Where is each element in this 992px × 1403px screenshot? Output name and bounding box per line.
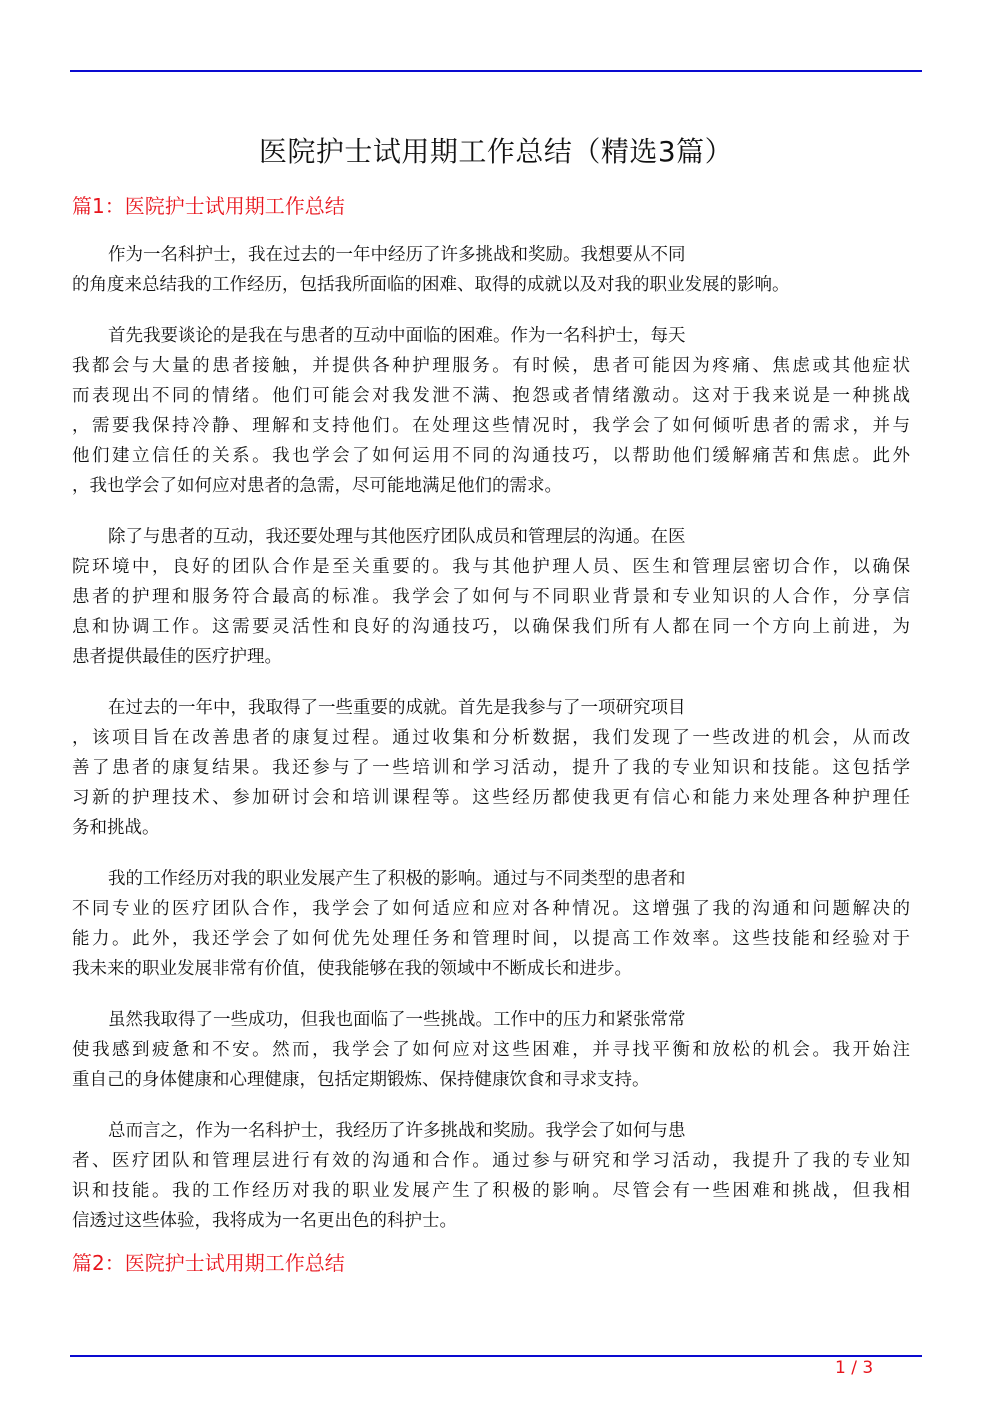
paragraph-line: 他们建立信任的关系。我也学会了如何运用不同的沟通技巧，以帮助他们缓解痛苦和焦虑。此外 (72, 446, 910, 466)
paragraph-line: 我的工作经历对我的职业发展产生了积极的影响。通过与不同类型的患者和 (108, 869, 686, 889)
paragraph-line: 在过去的一年中，我取得了一些重要的成就。首先是我参与了一项研究项目 (108, 698, 686, 718)
header-rule (70, 70, 922, 72)
paragraph-line: 务和挑战。 (72, 818, 160, 838)
footer-rule (70, 1355, 922, 1357)
paragraph-line: 者、医疗团队和管理层进行有效的沟通和合作。通过参与研究和学习活动，我提升了我的专业知 (72, 1151, 910, 1171)
paragraph-line: 除了与患者的互动，我还要处理与其他医疗团队成员和管理层的沟通。在医 (108, 527, 686, 547)
paragraph-line: ，该项目旨在改善患者的康复过程。通过收集和分析数据，我们发现了一些改进的机会，从而改 (72, 728, 910, 748)
paragraph-line: 识和技能。我的工作经历对我的职业发展产生了积极的影响。尽管会有一些困难和挑战，但我相 (72, 1181, 910, 1201)
paragraph (72, 522, 910, 672)
paragraph-line: 我都会与大量的患者接触，并提供各种护理服务。有时候，患者可能因为疼痛、焦虑或其他症状 (72, 356, 910, 376)
paragraph-line: 院环境中，良好的团队合作是至关重要的。我与其他护理人员、医生和管理层密切合作，以确保 (72, 557, 910, 577)
paragraph-line: 使我感到疲惫和不安。然而，我学会了如何应对这些困难，并寻找平衡和放松的机会。我开始注 (72, 1040, 910, 1060)
paragraph (72, 240, 910, 300)
paragraph-line: 善了患者的康复结果。我还参与了一些培训和学习活动，提升了我的专业知识和技能。这包括学 (72, 758, 910, 778)
paragraph (72, 1116, 910, 1236)
paragraph-line: 首先我要谈论的是我在与患者的互动中面临的困难。作为一名科护士，每天 (108, 326, 686, 346)
paragraph (72, 1005, 910, 1095)
paragraph-line: 患者的护理和服务符合最高的标准。我学会了如何与不同职业背景和专业知识的人合作，分享信 (72, 587, 910, 607)
paragraph (72, 864, 910, 984)
paragraph-line: ，需要我保持冷静、理解和支持他们。在处理这些情况时，我学会了如何倾听患者的需求，并与 (72, 416, 910, 436)
section-heading-1: 篇1：医院护士试用期工作总结 (72, 194, 345, 218)
paragraph-line: 患者提供最佳的医疗护理。 (72, 647, 282, 667)
paragraph-line: 重自己的身体健康和心理健康，包括定期锻炼、保持健康饮食和寻求支持。 (72, 1070, 650, 1090)
paragraph-line: 不同专业的医疗团队合作，我学会了如何适应和应对各种情况。这增强了我的沟通和问题解决的 (72, 899, 910, 919)
paragraph (72, 321, 910, 501)
paragraph-line: 作为一名科护士，我在过去的一年中经历了许多挑战和奖励。我想要从不同 (108, 245, 686, 265)
paragraph-line: 我未来的职业发展非常有价值，使我能够在我的领域中不断成长和进步。 (72, 959, 632, 979)
paragraph-line: 息和协调工作。这需要灵活性和良好的沟通技巧，以确保我们所有人都在同一个方向上前进，为 (72, 617, 910, 637)
section-heading-2: 篇2：医院护士试用期工作总结 (72, 1251, 345, 1275)
paragraph-line: 而表现出不同的情绪。他们可能会对我发泄不满、抱怨或者情绪激动。这对于我来说是一种挑战 (72, 386, 910, 406)
paragraph-line: 虽然我取得了一些成功，但我也面临了一些挑战。工作中的压力和紧张常常 (108, 1010, 686, 1030)
document-body (72, 240, 910, 1257)
paragraph-line: 能力。此外，我还学会了如何优先处理任务和管理时间，以提高工作效率。这些技能和经验对于 (72, 929, 910, 949)
paragraph-line: 信透过这些体验，我将成为一名更出色的科护士。 (72, 1211, 457, 1231)
document-title: 医院护士试用期工作总结（精选3篇） (258, 135, 734, 168)
paragraph-line: 总而言之，作为一名科护士，我经历了许多挑战和奖励。我学会了如何与患 (108, 1121, 686, 1141)
paragraph (72, 693, 910, 843)
paragraph-line: 的角度来总结我的工作经历，包括我所面临的困难、取得的成就以及对我的职业发展的影响。 (72, 275, 790, 295)
paragraph-line: 习新的护理技术、参加研讨会和培训课程等。这些经历都使我更有信心和能力来处理各种护理任 (72, 788, 910, 808)
paragraph-line: ，我也学会了如何应对患者的急需，尽可能地满足他们的需求。 (72, 476, 562, 496)
page-number: 1 / 3 (835, 1358, 874, 1378)
